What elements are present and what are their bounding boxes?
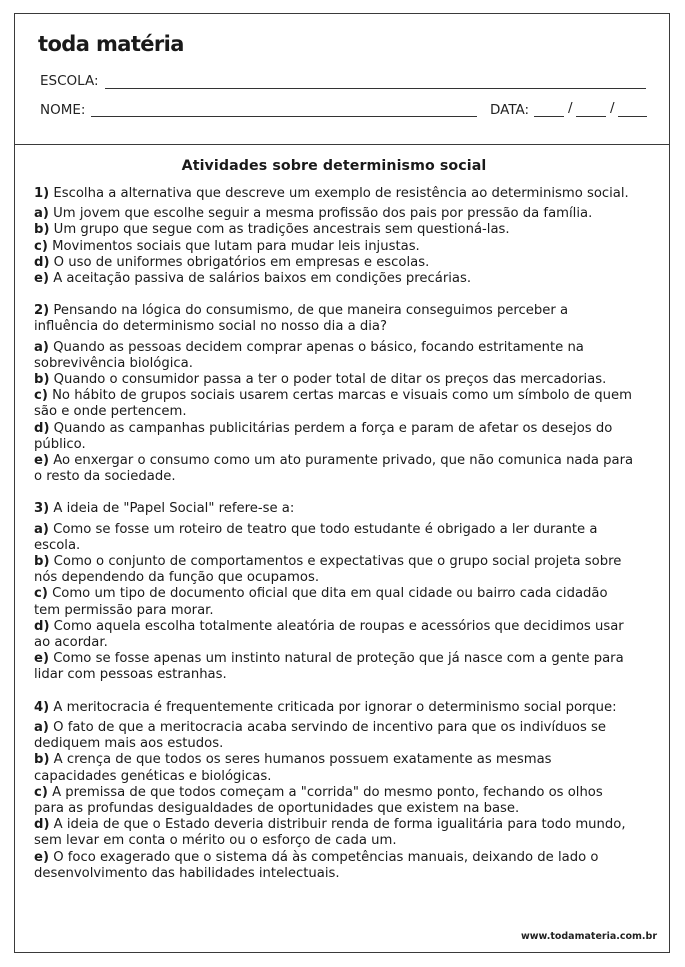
date-separator: / bbox=[610, 100, 615, 116]
option-letter: a) bbox=[34, 719, 49, 735]
answer-option bbox=[34, 421, 634, 453]
worksheet-header bbox=[15, 14, 669, 145]
option-letter: e) bbox=[34, 453, 49, 469]
data-year-line bbox=[618, 116, 647, 117]
option-letter: b) bbox=[34, 752, 50, 768]
answer-option bbox=[34, 271, 634, 287]
option-letter: d) bbox=[34, 817, 50, 833]
option-letter: b) bbox=[34, 554, 50, 570]
option-text: Como se fosse um roteiro de teatro que todo estudante é obrigado a ler durante a escola. bbox=[34, 521, 598, 553]
question-list bbox=[34, 186, 634, 882]
answer-option bbox=[34, 817, 634, 849]
answer-option bbox=[34, 785, 634, 817]
option-letter: a) bbox=[34, 521, 49, 537]
answer-option bbox=[34, 850, 634, 882]
option-text: O foco exagerado que o sistema dá às competências manuais, deixando de lado o desenvolvimento das habilidades intelectuais. bbox=[34, 849, 599, 881]
escola-line bbox=[105, 88, 646, 89]
option-text: No hábito de grupos sociais usarem certas marcas e visuais como um símbolo de quem são e onde pertencem. bbox=[34, 388, 632, 420]
question-text: A meritocracia é frequentemente criticada por ignorar o determinismo social porque: bbox=[53, 699, 617, 715]
question-stem bbox=[34, 700, 634, 716]
option-text: A premissa de que todos começam a "corrida" do mesmo ponto, fechando os olhos para as profundas desigualdades de oportunidades que existem na base. bbox=[34, 784, 603, 816]
option-text: Um grupo que segue com as tradições ancestrais sem questioná-las. bbox=[53, 222, 510, 238]
question-text: A ideia de "Papel Social" refere-se a: bbox=[53, 501, 295, 517]
option-letter: d) bbox=[34, 618, 50, 634]
option-letter: e) bbox=[34, 271, 49, 287]
option-letter: a) bbox=[34, 206, 49, 222]
option-text: Como um tipo de documento oficial que dita em qual cidade ou bairro cada cidadão tem permissão para morar. bbox=[34, 586, 608, 618]
question-stem bbox=[34, 303, 634, 335]
option-letter: c) bbox=[34, 784, 48, 800]
answer-option bbox=[34, 720, 634, 752]
option-text: Como o conjunto de comportamentos e expectativas que o grupo social projeta sobre nós dependendo da função que ocupamos. bbox=[34, 554, 622, 586]
option-letter: c) bbox=[34, 238, 48, 254]
option-text: Ao enxergar o consumo como um ato puramente privado, que não comunica nada para o resto da sociedade. bbox=[34, 453, 634, 485]
page-title: Atividades sobre determinismo social bbox=[181, 158, 487, 174]
question-text: Pensando na lógica do consumismo, de que maneira conseguimos perceber a influência do determinismo social no nosso dia a dia? bbox=[34, 303, 569, 335]
date-separator: / bbox=[568, 100, 573, 116]
question-number: 3) bbox=[34, 501, 50, 517]
answer-option bbox=[34, 222, 634, 238]
option-text: O uso de uniformes obrigatórios em empresas e escolas. bbox=[53, 254, 430, 270]
option-text: Quando o consumidor passa a ter o poder total de ditar os preços das mercadorias. bbox=[53, 372, 607, 388]
option-text: Quando as pessoas decidem comprar apenas o básico, focando estritamente na sobrevivência biológica. bbox=[34, 339, 584, 371]
answer-option bbox=[34, 651, 634, 683]
answer-option bbox=[34, 340, 634, 372]
data-month-line bbox=[576, 116, 606, 117]
answer-option bbox=[34, 372, 634, 388]
answer-option bbox=[34, 239, 634, 255]
nome-label: NOME: bbox=[40, 102, 86, 118]
option-letter: b) bbox=[34, 372, 50, 388]
question-text: Escolha a alternativa que descreve um exemplo de resistência ao determinismo social. bbox=[53, 186, 629, 201]
option-text: Como se fosse apenas um instinto natural de proteção que já nasce com a gente para lidar com pessoas estranhas. bbox=[34, 651, 624, 683]
escola-label: ESCOLA: bbox=[40, 73, 99, 89]
answer-option bbox=[34, 522, 634, 554]
option-text: Como aquela escolha totalmente aleatória de roupas e acessórios que decidimos usar ao acordar. bbox=[34, 618, 624, 651]
answer-option bbox=[34, 453, 634, 485]
option-text: A aceitação passiva de salários baixos em condições precárias. bbox=[53, 271, 472, 287]
option-text: A ideia de que o Estado deveria distribuir renda de forma igualitária para todo mundo, sem levar em conta o mérito ou o esforço de cada um. bbox=[34, 817, 626, 849]
option-letter: c) bbox=[34, 388, 48, 404]
option-text: A crença de que todos os seres humanos possuem exatamente as mesmas capacidades genéticas e biológicas. bbox=[34, 752, 552, 784]
option-text: O fato de que a meritocracia acaba servindo de incentivo para que os indivíduos se dediquem mais aos estudos. bbox=[34, 719, 606, 752]
question-2 bbox=[34, 303, 634, 485]
question-number: 4) bbox=[34, 699, 50, 715]
question-number: 2) bbox=[34, 303, 50, 319]
footer-url: www.todamateria.com.br bbox=[520, 931, 657, 942]
answer-option bbox=[34, 255, 634, 271]
option-letter: e) bbox=[34, 651, 49, 667]
option-letter: e) bbox=[34, 849, 49, 865]
answer-option bbox=[34, 752, 634, 784]
option-letter: d) bbox=[34, 420, 50, 436]
option-letter: b) bbox=[34, 222, 50, 238]
question-4 bbox=[34, 700, 634, 882]
question-number: 1) bbox=[34, 186, 50, 201]
option-letter: d) bbox=[34, 254, 50, 270]
answer-option bbox=[34, 586, 634, 618]
question-stem bbox=[34, 501, 634, 517]
answer-option bbox=[34, 388, 634, 420]
answer-option bbox=[34, 206, 634, 222]
option-text: Um jovem que escolhe seguir a mesma profissão dos pais por pressão da família. bbox=[53, 206, 593, 222]
question-1 bbox=[34, 186, 634, 287]
nome-line bbox=[91, 116, 477, 117]
question-stem bbox=[34, 186, 634, 202]
worksheet-content bbox=[34, 158, 634, 898]
answer-option bbox=[34, 554, 634, 586]
option-text: Quando as campanhas publicitárias perdem a força e param de afetar os desejos do público. bbox=[34, 420, 613, 452]
data-day-line bbox=[534, 116, 564, 117]
option-letter: a) bbox=[34, 339, 49, 355]
option-text: Movimentos sociais que lutam para mudar leis injustas. bbox=[52, 238, 420, 254]
question-3 bbox=[34, 501, 634, 683]
data-label: DATA: bbox=[490, 102, 530, 118]
answer-option bbox=[34, 619, 634, 651]
logo: toda matéria bbox=[38, 32, 184, 56]
option-letter: c) bbox=[34, 586, 48, 602]
